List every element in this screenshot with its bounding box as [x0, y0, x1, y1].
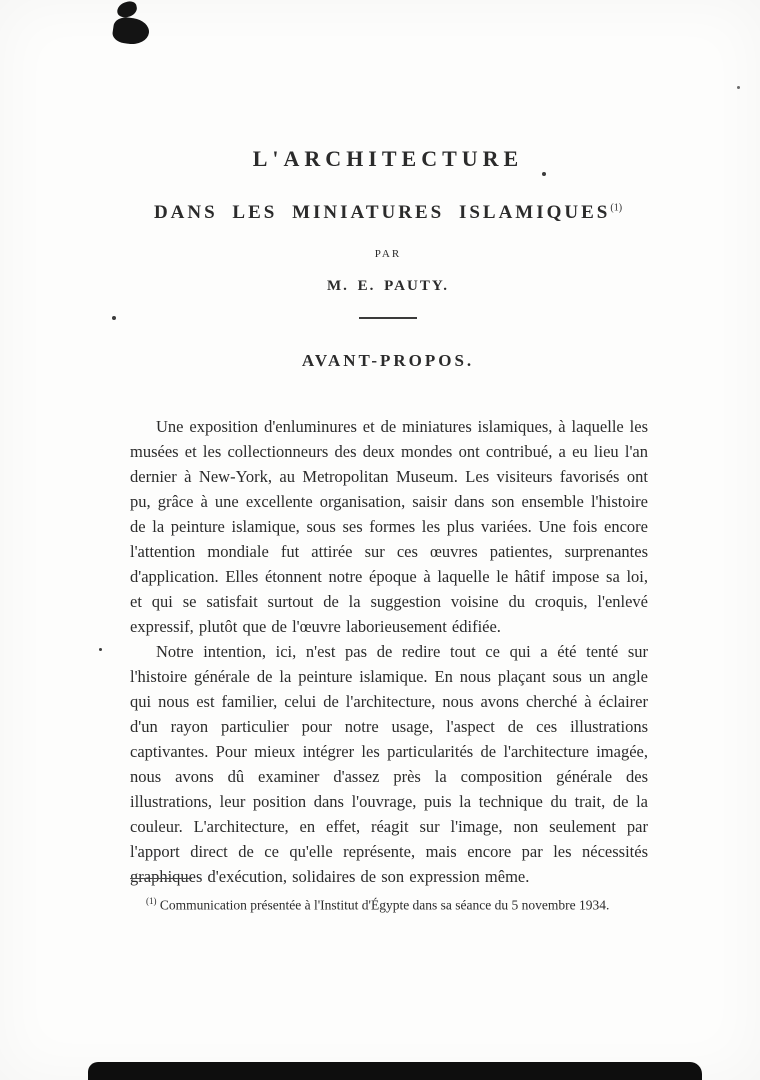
article-subtitle-text: DANS LES MINIATURES ISLAMIQUES	[153, 202, 611, 223]
paragraph: Une exposition d'enluminures et de miniatures islamiques, à laquelle les musées et les collectionneurs des deux mondes ont contribué, a eu lieu l'an dernier à New-York, au Metropolitan Museum. Les visiteurs favorisés ont pu, grâce à une excellente organisation, saisir dans son ensemble l'histoire de la peinture islamique, sous ses formes les plus variées. Une fois encore l'attention mondiale fut attirée sur ces œuvres patientes, surprenantes d'application. Elles étonnent notre époque à laquelle le hâtif impose sa loi, et qui se satisfait surtout de la suggestion voisine du croquis, l'enlevé expressif, plutôt que de l'œuvre laborieusement édifiée.	[130, 417, 648, 636]
article-subtitle	[122, 202, 654, 224]
scan-speck	[112, 316, 116, 320]
footnote-block	[130, 878, 648, 916]
separator-rule	[359, 317, 417, 319]
footnote-rule	[130, 878, 192, 879]
scan-artifact-top-blob-small	[116, 0, 139, 19]
body-text	[130, 414, 648, 889]
author-name: M. E. PAUTY.	[326, 278, 450, 294]
footnote-marker: (1)	[146, 896, 157, 906]
article-title: L'ARCHITECTURE	[252, 146, 524, 171]
scan-artifact-bottom-bar	[88, 1062, 702, 1080]
scan-speck	[737, 86, 740, 89]
section-heading: AVANT-PROPOS.	[301, 351, 475, 370]
heading-block	[122, 146, 654, 371]
byline-label: PAR	[374, 248, 402, 260]
scan-speck	[99, 648, 102, 651]
scan-artifact-top-blob-large	[111, 16, 150, 47]
footnote	[130, 891, 648, 916]
footnote-text: Communication présentée à l'Institut d'Égypte dans sa séance du 5 novembre 1934.	[159, 897, 610, 913]
footnote-reference: (1)	[610, 202, 623, 214]
paragraph: Notre intention, ici, n'est pas de redire tout ce qui a été tenté sur l'histoire générale de la peinture islamique. En nous plaçant sous un angle qui nous est familier, celui de l'architecture, nous avons cherché à éclairer d'un rayon particulier pour notre usage, l'aspect de ces illustrations captivantes. Pour mieux intégrer les particularités de l'architecture imagée, nous avons dû examiner d'assez près la composition générale des illustrations, leur position dans l'ouvrage, puis la technique du trait, de la couleur. L'architecture, en effet, réagit sur l'image, non seulement par l'apport direct de ce qu'elle représente, mais encore par les nécessités graphiques d'exécution, solidaires de son expression même.	[130, 642, 648, 886]
